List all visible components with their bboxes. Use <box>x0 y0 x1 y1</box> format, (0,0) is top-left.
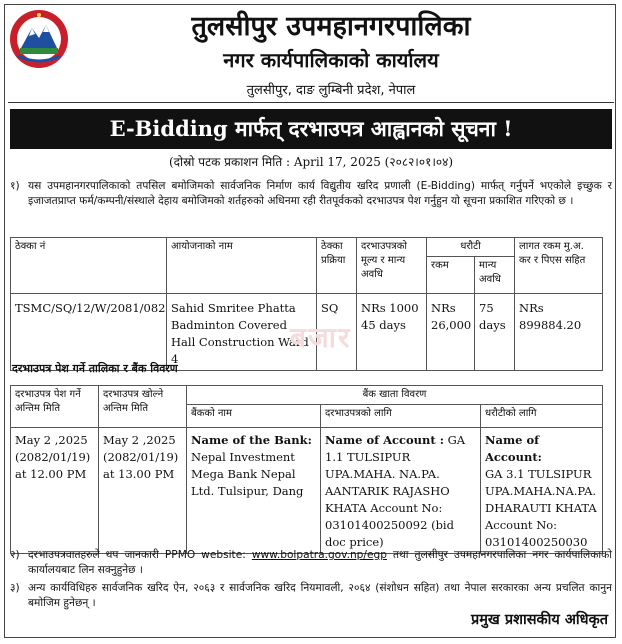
header-security-amount: रकम <box>427 257 475 294</box>
security-validity-cell: 75 days <box>475 294 515 371</box>
paragraph-text-part: तथा तुलसीपुर उपमहानगरपालिका नगर कार्यपालिकाको कार्यालयबाट लिन सक्नुहुनेछ । <box>28 549 612 576</box>
security-account-label: Name of Account: <box>485 433 542 464</box>
cost-cell: NRs 899884.20 <box>515 294 603 371</box>
paragraph-text: अन्य कार्यविधिहरु सार्वजनिक खरिद ऐन, २०६३ र सार्वजनिक खरिद नियमावली, २०६४ (संशोधन सहित) तथा नेपाल सरकारका अन्य प्रचलित कानुन बमोजिम हुनेछन् । <box>28 582 612 609</box>
table-header-row <box>11 238 603 257</box>
notice-banner: E-Bidding मार्फत् दरभाउपत्र आह्वानको सूचना ! <box>10 109 612 149</box>
procedure-cell: SQ <box>317 294 357 371</box>
paragraph-2 <box>10 548 612 578</box>
paragraph-number: ३) <box>10 582 20 594</box>
header-project-name: आयोजनाको नाम <box>167 238 317 294</box>
header-submission-date: दरभाउपत्र पेश गर्ने अन्तिम मिति <box>11 386 99 428</box>
header-opening-date: दरभाउपत्र खोल्ने अन्तिम मिति <box>99 386 187 428</box>
publication-date: (दोस्रो पटक प्रकाशन मिति : April 17, 2025 (२०८२।०१।०४) <box>168 155 454 169</box>
paragraph-3 <box>10 581 612 611</box>
bid-account-label: Name of Account : <box>325 433 444 447</box>
header-for-security: धरौटीको लागि <box>481 405 603 428</box>
header-contract-no: ठेक्का नं <box>11 238 167 294</box>
submission-date-cell: May 2 ,2025 (2082/01/19) at 12.00 PM <box>11 428 99 554</box>
paragraph-text-part: दरभाउपत्रवातहरुले थप जानकारी PPMO website: <box>28 549 252 561</box>
header-security-validity: मान्य अवधि <box>475 257 515 294</box>
security-account-cell <box>481 428 603 554</box>
header-bid-price: दरभाउपत्रको मूल्य र मान्य अवधि <box>357 238 427 294</box>
signature-title: प्रमुख प्रशासकीय अधिकृत <box>471 612 608 628</box>
bid-price-cell: NRs 1000 45 days <box>357 294 427 371</box>
security-account-value: GA 3.1 TULSIPUR UPA.MAHA.NA.PA. DHARAUTI KHATA Account No: 03101400250030 <box>485 467 597 549</box>
project-name-cell: Sahid Smritee Phatta Badminton Covered Hall Construction Ward 4 <box>167 294 317 371</box>
header-security: धरौटी <box>427 238 515 257</box>
municipality-title: तुलसीपुर उपमहानगरपालिका <box>191 11 471 42</box>
office-address: तुलसीपुर, दाङ लुम्बिनी प्रदेश, नेपाल <box>246 83 416 98</box>
bid-account-value: GA 1.1 TULSIPUR UPA.MAHA. NA.PA. AANTARIK RAJASHO KHATA Account No: 03101400250092 (bid doc price) <box>325 433 466 549</box>
security-amount-cell: NRs 26,000 <box>427 294 475 371</box>
ppmo-link[interactable]: www.bolpatra.gov.np/egp <box>251 549 387 561</box>
header-for-bid: दरभाउपत्रको लागि <box>321 405 481 428</box>
paragraph-text: यस उपमहानगरपालिकाको तपसिल बमोजिमको सार्वजनिक निर्माण कार्य विद्युतीय खरिद प्रणाली (E-Bidding) मार्फत् गर्नुपर्ने भएकोले इच्छुक र इजाजतप्राप्त फर्म/कम्पनी/संस्थाले देहाय बमोजिमको शर्तहरुको अधिनमा रही रीतपूर्वकको दरभाउपत्र पेश गर्नुहुन यो सूचना प्रकाशित गरिएको छ । <box>28 180 612 207</box>
bank-label: Name of the Bank: <box>191 433 312 447</box>
header-bank-details: बैंक खाता विवरण <box>187 386 603 405</box>
bank-name-cell <box>187 428 321 554</box>
header-procedure: ठेक्का प्रक्रिया <box>317 238 357 294</box>
header-divider <box>8 102 614 103</box>
schedule-section-title: दरभाउपत्र पेश गर्ने तालिका र बैंक विवरण <box>12 362 178 375</box>
bid-account-cell <box>321 428 481 554</box>
paragraph-1 <box>10 179 612 209</box>
contract-no-cell: TSMC/SQ/12/W/2081/082 <box>11 294 167 371</box>
paragraph-number: २) <box>10 549 20 561</box>
opening-date-cell: May 2 ,2025 (2082/01/19) at 13.00 PM <box>99 428 187 554</box>
watermark: बजार <box>290 321 352 354</box>
office-title: नगर कार्यपालिकाको कार्यालय <box>223 48 439 72</box>
paragraph-number: १) <box>10 180 20 192</box>
bank-value: Nepal Investment Mega Bank Nepal Ltd. Tulsipur, Dang <box>191 450 304 498</box>
paragraph-text <box>28 548 612 578</box>
header-bank-name: बैंकको नाम <box>187 405 321 428</box>
header-cost: लागत रकम मु.अ. कर र पिएस सहित <box>515 238 603 294</box>
schedule-header-row <box>11 386 603 405</box>
schedule-table <box>10 385 603 554</box>
table-row <box>11 428 603 554</box>
